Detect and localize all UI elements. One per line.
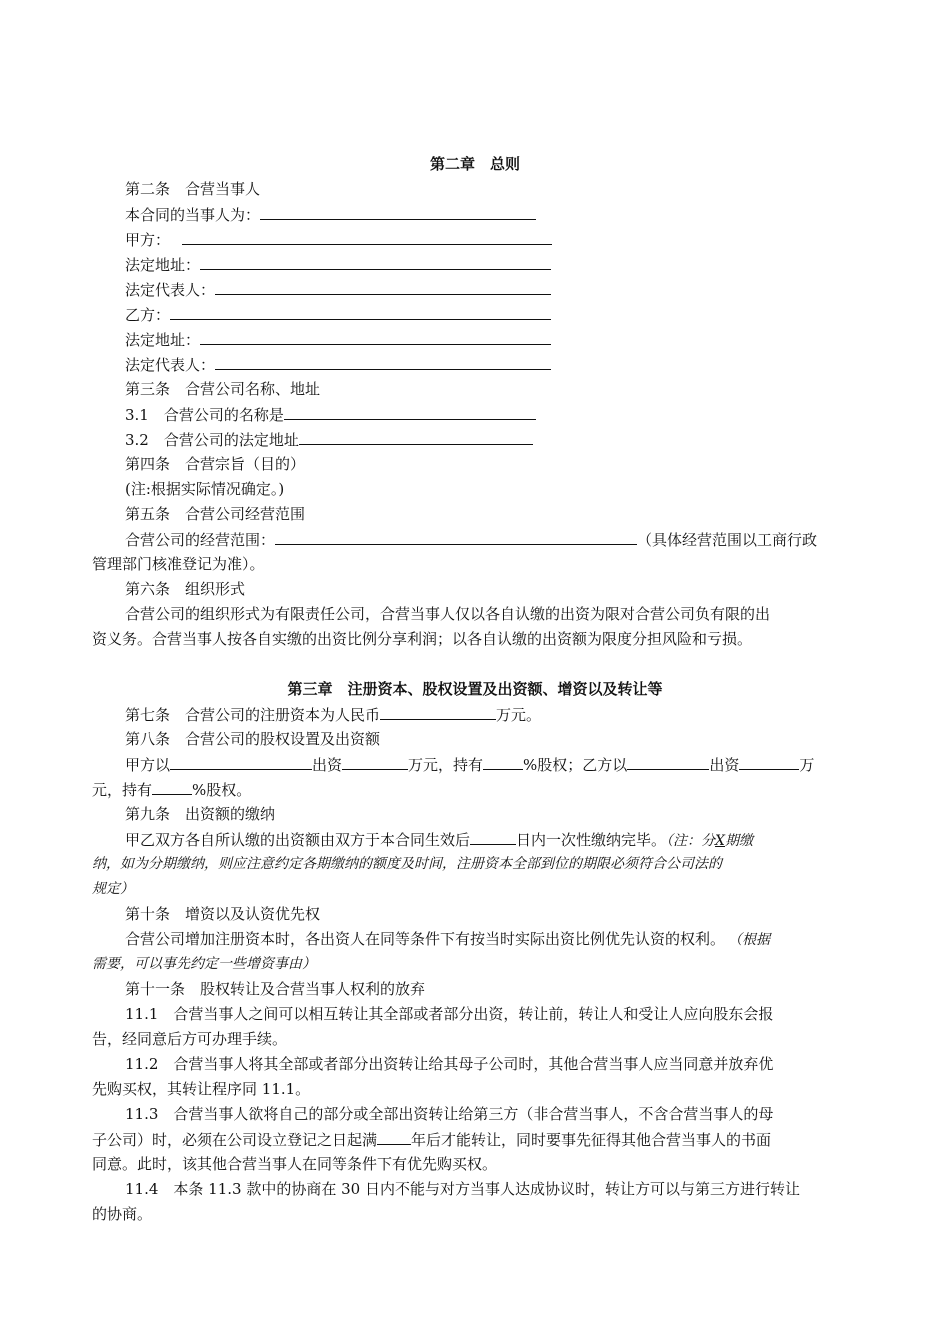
- company-name-blank: [284, 405, 536, 420]
- transfer-years-blank: [377, 1130, 411, 1145]
- art8-seg-3: 万元，持有: [408, 756, 484, 774]
- chapter-2-title: 第二章 总则: [429, 155, 520, 173]
- article-2-heading: 第二条 合营当事人: [125, 180, 261, 198]
- art8-seg-7: 元，持有: [92, 781, 153, 799]
- chapter-3-title: 第三章 注册资本、股权设置及出资额、增资以及转让等: [287, 680, 663, 698]
- article-8-line-2: [92, 780, 251, 799]
- article-11-heading: 第十一条 股权转让及合营当事人权利的放弃: [125, 980, 426, 998]
- party-b-amount-blank: [739, 755, 799, 770]
- article-11-3-line-2: [92, 1130, 771, 1149]
- parties-line: [125, 205, 536, 224]
- party-a-amount-blank: [342, 755, 408, 770]
- party-a-representative-label: 法定代表人：: [125, 281, 216, 299]
- article-9-note-line-2: 纳，如为分期缴纳，则应注意约定各期缴纳的额度及时间，注册资本全部到位的期限必须符合公司法的: [92, 856, 722, 872]
- article-11-4-line-1: 11.4 本条 11.3 款中的协商在 30 日内不能与对方当事人达成协议时，转让方可以与第三方进行转让: [125, 1180, 800, 1198]
- article-3-2-line: [125, 430, 533, 449]
- art11-3-text-a: 子公司）时，必须在公司设立登记之日起满: [92, 1131, 378, 1149]
- company-address-blank: [299, 430, 533, 445]
- party-a-representative-line: [125, 280, 551, 299]
- article-4-note: (注:根据实际情况确定。): [125, 480, 285, 498]
- article-10-line-1: [125, 930, 770, 949]
- article-9-note-line-3: 规定）: [92, 881, 134, 897]
- art10-text: 合营公司增加注册资本时，各出资人在同等条件下有按当时实际出资比例优先认资的权利。: [125, 930, 726, 948]
- article-11-2-line-1: 11.2 合营当事人将其全部或者部分出资转让给其母子公司时，其他合营当事人应当同意并放弃优: [125, 1055, 774, 1073]
- article-10-note-line-2: 需要，可以事先约定一些增资事由）: [92, 956, 316, 972]
- article-9-heading: 第九条 出资额的缴纳: [125, 805, 276, 823]
- party-b-label: 乙方：: [125, 306, 171, 324]
- article-8-line-1: [125, 755, 814, 774]
- art9-note-start: （注：分: [666, 833, 716, 849]
- party-a-line: [125, 230, 552, 249]
- party-b-address-label: 法定地址：: [125, 331, 201, 349]
- article-7-line: [125, 705, 541, 724]
- article-5-heading: 第五条 合营公司经营范围: [125, 505, 306, 523]
- article-7-text: 第七条 合营公司的注册资本为人民币: [125, 706, 381, 724]
- parties-blank: [260, 205, 536, 220]
- article-3-2-label: 3.2 合营公司的法定地址: [125, 431, 299, 449]
- party-a-label: 甲方：: [125, 231, 171, 249]
- party-b-blank: [170, 305, 551, 320]
- party-b-address-blank: [200, 330, 551, 345]
- article-11-4-line-2: 的协商。: [92, 1205, 153, 1223]
- art8-seg-8: %股权。: [192, 781, 252, 799]
- article-10-heading: 第十条 增资以及认资优先权: [125, 905, 321, 923]
- art9-text-a: 甲乙双方各自所认缴的出资额由双方于本合同生效后: [125, 831, 471, 849]
- article-6-paragraph-line-1: 合营公司的组织形式为有限责任公司，合营当事人仅以各自认缴的出资为限对合营公司负有限的出: [125, 605, 771, 623]
- business-scope-label: 合营公司的经营范围：: [125, 531, 276, 549]
- article-11-3-line-3: 同意。此时，该其他合营当事人在同等条件下有优先购买权。: [92, 1155, 498, 1173]
- party-b-address-line: [125, 330, 551, 349]
- party-b-contribution-form-blank: [627, 755, 709, 770]
- article-6-heading: 第六条 组织形式: [125, 580, 246, 598]
- business-scope-note-continued: 管理部门核准登记为准）。: [92, 555, 265, 573]
- art8-seg-2: 出资: [312, 756, 343, 774]
- party-a-representative-blank: [215, 280, 551, 295]
- article-7-unit: 万元。: [496, 706, 542, 724]
- art9-text-b: 日内一次性缴纳完毕。: [516, 831, 667, 849]
- art9-note-installments: X: [715, 833, 725, 849]
- party-a-blank: [182, 230, 552, 245]
- party-b-representative-label: 法定代表人：: [125, 356, 216, 374]
- article-11-2-line-2: 先购买权，其转让程序同 11.1。: [92, 1080, 311, 1098]
- article-11-1-line-2: 告，经同意后方可办理手续。: [92, 1030, 288, 1048]
- art9-note-end: 期缴: [725, 833, 753, 849]
- payment-days-blank: [470, 830, 516, 845]
- party-a-share-blank: [483, 755, 523, 770]
- party-b-representative-blank: [215, 355, 551, 370]
- party-a-address-label: 法定地址：: [125, 256, 201, 274]
- registered-capital-blank: [380, 705, 496, 720]
- business-scope-line: [125, 530, 817, 549]
- article-6-paragraph-line-2: 资义务。合营当事人按各自实缴的出资比例分享利润；以各自认缴的出资额为限度分担风险和亏损。: [92, 630, 753, 648]
- article-4-heading: 第四条 合营宗旨（目的）: [125, 455, 306, 473]
- party-b-representative-line: [125, 355, 551, 374]
- article-11-3-line-1: 11.3 合营当事人欲将自己的部分或全部出资转让给第三方（非合营当事人，不含合营当事人的母: [125, 1105, 774, 1123]
- party-b-line: [125, 305, 551, 324]
- business-scope-blank: [275, 530, 637, 545]
- article-11-1-line-1: 11.1 合营当事人之间可以相互转让其全部或者部分出资，转让前，转让人和受让人应向股东会报: [125, 1005, 774, 1023]
- business-scope-note: （具体经营范围以工商行政: [637, 531, 818, 549]
- art11-3-text-b: 年后才能转让，同时要事先征得其他合营当事人的书面: [411, 1131, 772, 1149]
- parties-label: 本合同的当事人为：: [125, 206, 261, 224]
- party-a-contribution-form-blank: [170, 755, 312, 770]
- article-3-1-line: [125, 405, 536, 424]
- party-b-share-blank: [152, 780, 192, 795]
- article-8-heading: 第八条 合营公司的股权设置及出资额: [125, 730, 381, 748]
- article-3-heading: 第三条 合营公司名称、地址: [125, 380, 321, 398]
- article-9-line-1: [125, 830, 753, 850]
- article-3-1-label: 3.1 合营公司的名称是: [125, 406, 284, 424]
- art8-seg-6: 万: [799, 756, 815, 774]
- party-a-address-line: [125, 255, 551, 274]
- art10-note-start: （根据: [735, 932, 771, 948]
- art8-seg-1: 甲方以: [125, 756, 171, 774]
- art8-seg-5: 出资: [709, 756, 740, 774]
- art8-seg-4: %股权；乙方以: [523, 756, 628, 774]
- party-a-address-blank: [200, 255, 551, 270]
